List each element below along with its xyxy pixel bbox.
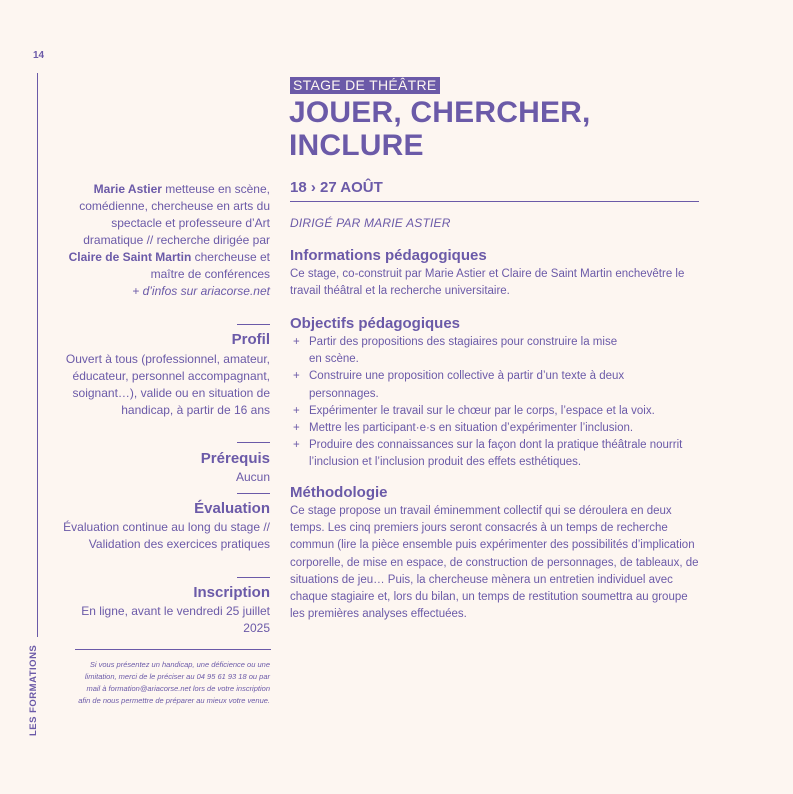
objectifs-heading: Objectifs pédagogiques xyxy=(290,315,461,332)
page-number: 14 xyxy=(33,50,45,61)
supervisor-name: Claire de Saint Martin xyxy=(68,250,192,264)
dates-divider xyxy=(290,201,699,202)
director-bio: metteuse en scène, comédienne, chercheuse en arts du spectacle et professeure d’Art dramatique // recherche dirigée par xyxy=(79,182,270,247)
info-text: Ce stage, co-construit par Marie Astier et Claire de Saint Martin enchevêtre le travail théâtral et la recherche universitaire. xyxy=(290,268,685,298)
accessibility-note: Si vous présentez un handicap, une déficience ou une limitation, merci de le préciser au 04 95 61 93 18 ou par mail à formation@ariacorse.net lors de votre inscription afin de nous permettre de préparer au mieux votre venue. xyxy=(78,660,270,705)
page-title: JOUER, CHERCHER, INCLURE xyxy=(289,96,591,162)
objectif-item: + Produire des connaissances sur la façon dont la pratique théâtrale nourrit l’inclusion et l’inclusion produit des effets esthétiques. xyxy=(293,439,683,469)
plus-icon: + xyxy=(293,422,300,435)
divider xyxy=(237,577,270,578)
plus-icon: + xyxy=(293,404,300,417)
objectif-item: + Expérimenter le travail sur le chœur par le corps, l’espace et la voix. xyxy=(290,403,690,420)
more-info-link[interactable]: + d’infos sur ariacorse.net xyxy=(132,284,270,298)
divider xyxy=(237,324,270,325)
divider xyxy=(237,442,270,443)
evaluation-heading: Évaluation xyxy=(194,500,270,517)
plus-icon: + xyxy=(293,336,300,348)
margin-rule xyxy=(37,73,38,637)
methodologie-text: Ce stage propose un travail éminemment collectif qui se déroulera en deux temps. Les cinq premiers jours seront consacrés à un temps de recherche commun (lire la pièce ensemble puis expérimenter des possibilités d’implication corporelle, de mise en espace, de construction de personnages, de tableaux, de situations de jeu… Puis, la chercheuse mènera un entretien individuel avec chaque stagiaire et, lors du bilan, un temps de restitution soumettra au groupe les premières analyses effectuées. xyxy=(290,505,699,621)
objectif-item: + Mettre les participant·e·s en situation d’expérimenter l’inclusion. xyxy=(290,420,690,437)
plus-icon: + xyxy=(293,439,300,452)
objectifs-list-wrap xyxy=(290,334,690,472)
prerequis-heading: Prérequis xyxy=(200,450,270,467)
note-divider xyxy=(75,649,271,650)
dates: 18 › 27 AOÛT xyxy=(290,179,383,196)
side-label: LES FORMATIONS xyxy=(28,644,39,736)
evaluation-text: Évaluation continue au long du stage // Validation des exercices pratiques xyxy=(63,520,270,551)
inscription-heading: Inscription xyxy=(193,584,270,601)
category-tag: STAGE DE THÉÂTRE xyxy=(290,77,440,94)
info-heading: Informations pédagogiques xyxy=(290,247,487,264)
profil-heading: Profil xyxy=(231,331,270,348)
supervisor-bio: chercheuse et maître de conférences xyxy=(150,250,270,281)
intro-text xyxy=(60,181,270,300)
divider xyxy=(237,493,270,494)
inscription-text: En ligne, avant le vendredi 25 juillet 2025 xyxy=(81,604,270,635)
objectifs-list xyxy=(290,334,690,472)
prerequis-text: Aucun xyxy=(235,470,270,484)
profil-text: Ouvert à tous (professionnel, amateur, éducateur, personnel accompagnant, soignant…), valide ou en situation de handicap, à partir de 16 ans xyxy=(65,352,270,417)
director-line: DIRIGÉ PAR MARIE ASTIER xyxy=(290,216,451,230)
objectif-item: + Construire une proposition collective à partir d’un texte à deux personnages. xyxy=(293,370,625,400)
director-name: Marie Astier xyxy=(93,182,162,196)
objectif-item: + Partir des propositions des stagiaires pour construire la mise en scène. xyxy=(293,336,618,366)
methodologie-heading: Méthodologie xyxy=(290,484,388,501)
plus-icon: + xyxy=(293,370,300,383)
